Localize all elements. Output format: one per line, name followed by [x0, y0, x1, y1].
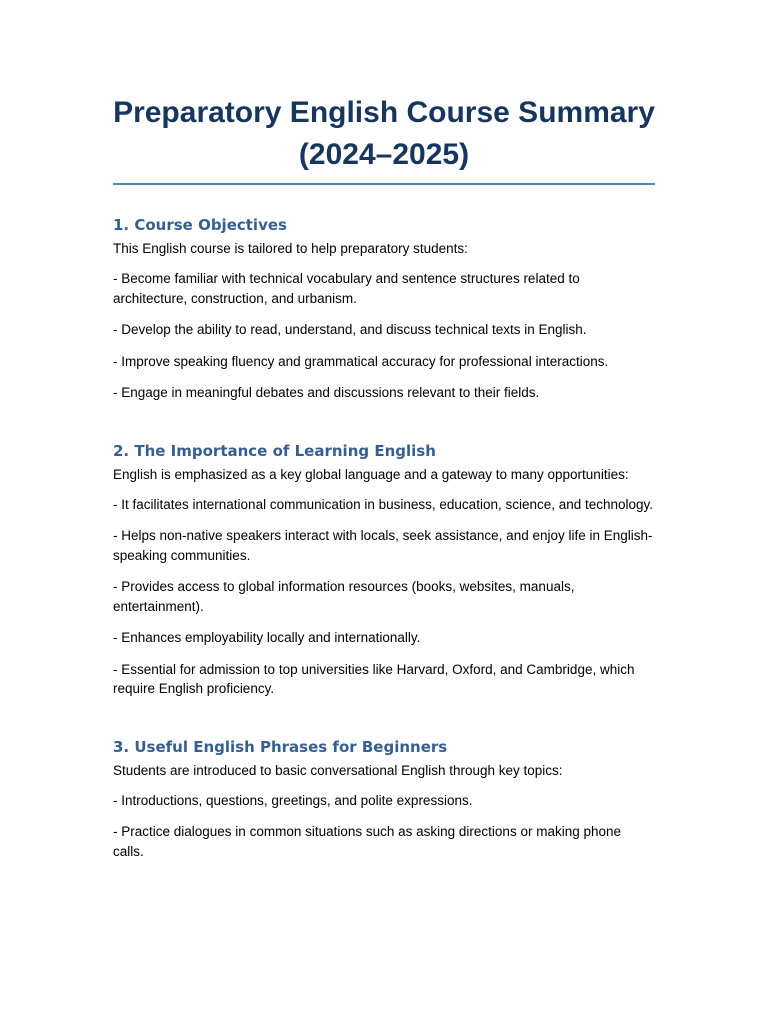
bullet-item: - Improve speaking fluency and grammatical accuracy for professional interactions.: [113, 353, 609, 369]
section-intro: English is emphasized as a key global language and a gateway to many opportunities:: [113, 466, 629, 482]
bullet-item: - Essential for admission to top universities like Harvard, Oxford, and Cambridge, which require English proficiency.: [113, 661, 635, 696]
section-heading: 1. Course Objectives: [113, 216, 287, 234]
document-page: [113, 92, 655, 873]
bullet-item: - Introductions, questions, greetings, and polite expressions.: [113, 792, 473, 808]
section-heading: 2. The Importance of Learning English: [113, 441, 436, 460]
section-importance-of-english: [113, 441, 655, 699]
bullet-item: - Enhances employability locally and internationally.: [113, 630, 421, 645]
bullet-item: - Provides access to global information resources (books, websites, manuals, entertainment).: [113, 579, 575, 614]
section-intro: Students are introduced to basic conversational English through key topics:: [113, 762, 563, 778]
bullet-item: - Become familiar with technical vocabulary and sentence structures related to architecture, construction, and urbanism.: [113, 271, 580, 306]
bullet-item: - Develop the ability to read, understand, and discuss technical texts in English.: [113, 322, 587, 337]
bullet-item: - It facilitates international communication in business, education, science, and technology.: [113, 496, 654, 512]
section-heading: 3. Useful English Phrases for Beginners: [113, 737, 448, 756]
section-useful-phrases: [113, 737, 655, 862]
document-title: Preparatory English Course Summary (2024–2025): [113, 92, 655, 185]
bullet-item: - Helps non-native speakers interact with locals, seek assistance, and enjoy life in English-speaking communities.: [113, 528, 653, 563]
bullet-item: - Practice dialogues in common situations such as asking directions or making phone calls.: [113, 824, 622, 859]
bullet-item: - Engage in meaningful debates and discussions relevant to their fields.: [113, 385, 540, 400]
section-intro: This English course is tailored to help preparatory students:: [113, 241, 468, 256]
section-course-objectives: [113, 215, 655, 403]
